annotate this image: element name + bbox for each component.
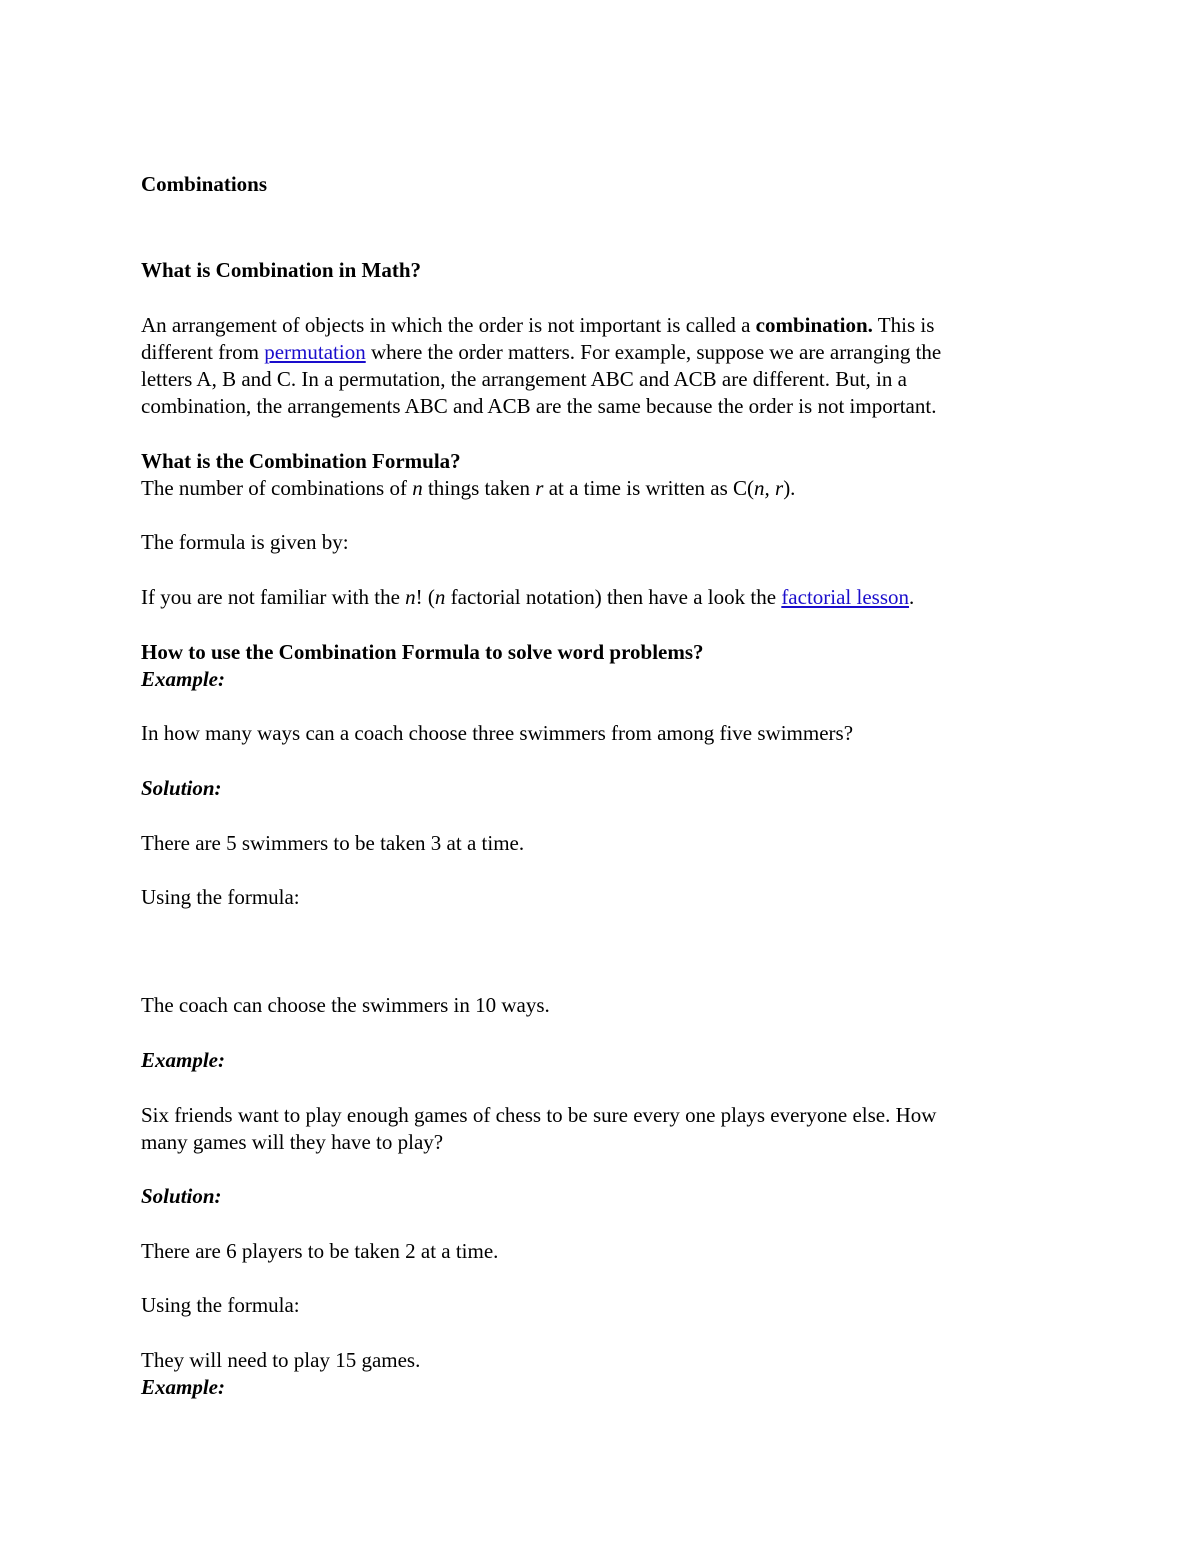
document-title: Combinations xyxy=(141,172,268,196)
solution-2-label: Solution: xyxy=(141,1184,222,1208)
permutation-link[interactable]: permutation xyxy=(264,340,366,364)
example-1-label: Example: xyxy=(141,667,225,691)
solution-1-line-2: Using the formula: xyxy=(141,885,300,909)
factorial-var-n: n xyxy=(405,585,416,609)
solution-1-answer: The coach can choose the swimmers in 10 ways. xyxy=(141,993,550,1017)
solution-1-label: Solution: xyxy=(141,776,222,800)
heading-combination-formula: What is the Combination Formula? xyxy=(141,449,461,473)
var-r: r xyxy=(535,476,544,500)
var-n-r: n, r xyxy=(754,476,784,500)
var-n: n xyxy=(412,476,423,500)
example-2-line-1: Six friends want to play enough games of chess to be sure every one plays everyone else. How xyxy=(141,1103,937,1127)
solution-2-line-1: There are 6 players to be taken 2 at a time. xyxy=(141,1239,499,1263)
heading-how-to-use: How to use the Combination Formula to solve word problems? xyxy=(141,640,704,664)
example-1-question: In how many ways can a coach choose three swimmers from among five swimmers? xyxy=(141,721,854,745)
example-2-line-2: many games will they have to play? xyxy=(141,1130,444,1154)
definition-line-4: combination, the arrangements ABC and ACB are the same because the order is not important. xyxy=(141,394,937,418)
factorial-var-n-2: n xyxy=(434,585,446,609)
definition-line-2-start: different from xyxy=(141,340,265,364)
definition-line-2-end: where the order matters. For example, suppose we are arranging the xyxy=(365,340,942,364)
definition-text: An arrangement of objects in which the order is not important is called a xyxy=(141,313,756,337)
factorial-note xyxy=(141,584,1061,611)
definition-line-2 xyxy=(141,339,1061,366)
formula-desc-text-3: at a time is written as C( xyxy=(543,476,754,500)
definition-line-3: letters A, B and C. In a permutation, the arrangement ABC and ACB are different. But, in a xyxy=(141,367,907,391)
example-2-label: Example: xyxy=(141,1048,225,1072)
factorial-text-2: ! ( xyxy=(415,585,435,609)
solution-2-answer: They will need to play 15 games. xyxy=(141,1348,421,1372)
formula-description xyxy=(141,475,1061,502)
factorial-lesson-link[interactable]: factorial lesson xyxy=(781,585,910,609)
formula-desc-text-1: The number of combinations of xyxy=(141,476,413,500)
factorial-text-3: factorial notation) then have a look the xyxy=(445,585,782,609)
definition-line-1 xyxy=(141,312,1061,339)
factorial-text-end: . xyxy=(909,585,915,609)
solution-2-line-2: Using the formula: xyxy=(141,1293,300,1317)
formula-desc-text-4: ). xyxy=(783,476,796,500)
definition-term: combination. xyxy=(755,313,873,337)
formula-given-by: The formula is given by: xyxy=(141,530,349,554)
heading-what-is-combination: What is Combination in Math? xyxy=(141,258,422,282)
definition-text-end: This is xyxy=(872,313,935,337)
formula-desc-text-2: things taken xyxy=(422,476,536,500)
solution-1-line-1: There are 5 swimmers to be taken 3 at a time. xyxy=(141,831,525,855)
example-3-label: Example: xyxy=(141,1375,225,1399)
factorial-text-1: If you are not familiar with the xyxy=(141,585,406,609)
